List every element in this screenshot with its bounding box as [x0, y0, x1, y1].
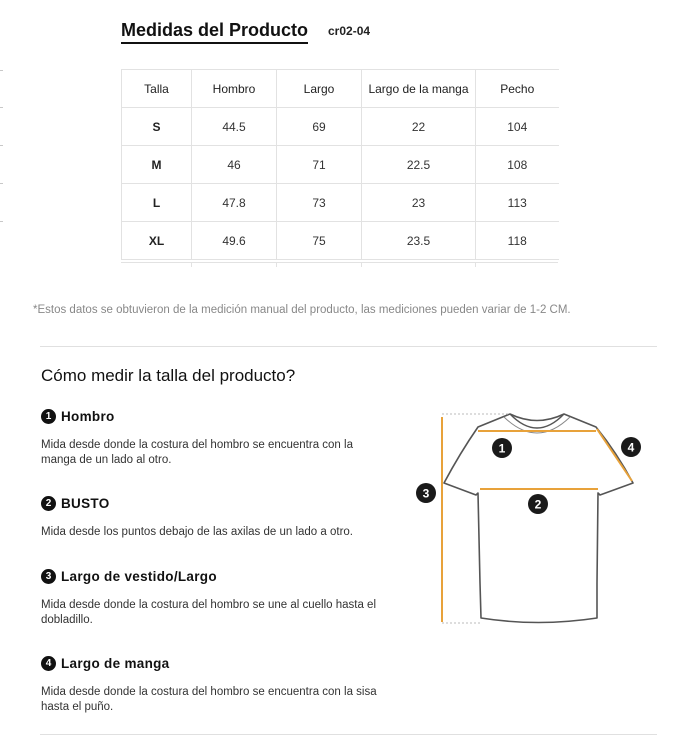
step-description: Mida desde donde la costura del hombro se encuentra con la manga de un lado al otro.	[41, 439, 353, 466]
step-heading-bust	[41, 496, 110, 511]
size-cell: XL	[122, 222, 192, 260]
marker-2	[528, 494, 548, 514]
page-title: Medidas del Producto	[121, 19, 308, 44]
table-cell: 118	[476, 222, 559, 260]
step-title: Largo de manga	[61, 656, 170, 671]
step-heading-sleeve	[41, 656, 169, 671]
step-description: Mida desde donde la costura del hombro se encuentra con la sisa hasta el puño.	[41, 686, 377, 713]
step-number-badge: 1	[41, 409, 56, 424]
table-cell: 71	[277, 146, 362, 184]
step-description: Mida desde donde la costura del hombro se une al cuello hasta el dobladillo.	[41, 599, 376, 626]
table-cell: 23	[362, 184, 476, 222]
edge-tick	[0, 145, 3, 146]
edge-tick	[0, 70, 3, 71]
table-cell: 23.5	[362, 222, 476, 260]
table-cell: 75	[277, 222, 362, 260]
divider	[40, 346, 657, 347]
table-row	[122, 222, 559, 260]
svg-text:1: 1	[498, 441, 506, 456]
table-cell: 69	[277, 108, 362, 146]
step-title: Hombro	[61, 409, 115, 424]
svg-text:2: 2	[534, 497, 542, 512]
column-header: Pecho	[476, 70, 559, 108]
column-header: Largo de la manga	[362, 70, 476, 108]
step-title: Largo de vestido/Largo	[61, 569, 217, 584]
marker-3	[416, 483, 436, 503]
how-to-measure-title: Cómo medir la talla del producto?	[41, 366, 296, 385]
svg-text:4: 4	[627, 440, 635, 455]
measurement-note: *Estos datos se obtuvieron de la medición manual del producto, las mediciones pueden variar de 1-2 CM.	[33, 304, 571, 316]
step-description: Mida desde los puntos debajo de las axilas de un lado a otro.	[41, 526, 353, 538]
edge-tick	[0, 107, 3, 108]
column-header: Talla	[122, 70, 192, 108]
product-code: cr02-04	[328, 24, 371, 38]
step-heading-length	[41, 569, 217, 584]
table-cell: 46	[192, 146, 277, 184]
divider	[40, 734, 657, 735]
step-heading-shoulder	[41, 409, 115, 424]
table-cell: 49.6	[192, 222, 277, 260]
table-cell: 22	[362, 108, 476, 146]
step-number-badge: 4	[41, 656, 56, 671]
size-cell: S	[122, 108, 192, 146]
table-cell: 113	[476, 184, 559, 222]
column-header: Hombro	[192, 70, 277, 108]
table-cell: 104	[476, 108, 559, 146]
table-cell: 47.8	[192, 184, 277, 222]
table-tail	[121, 262, 558, 267]
table-row	[122, 108, 559, 146]
size-cell: M	[122, 146, 192, 184]
tshirt-measurement-diagram	[410, 405, 650, 630]
step-number-badge: 2	[41, 496, 56, 511]
edge-tick	[0, 221, 3, 222]
step-number-badge: 3	[41, 569, 56, 584]
svg-text:3: 3	[422, 486, 430, 501]
size-table	[121, 69, 559, 260]
table-cell: 22.5	[362, 146, 476, 184]
tshirt-outline-icon	[444, 414, 633, 623]
table-row	[122, 146, 559, 184]
size-cell: L	[122, 184, 192, 222]
marker-4	[621, 437, 641, 457]
table-row	[122, 184, 559, 222]
marker-1	[492, 438, 512, 458]
table-header-row	[122, 70, 559, 108]
edge-tick	[0, 183, 3, 184]
table-cell: 73	[277, 184, 362, 222]
table-cell: 108	[476, 146, 559, 184]
step-title: BUSTO	[61, 496, 110, 511]
table-cell: 44.5	[192, 108, 277, 146]
column-header: Largo	[277, 70, 362, 108]
